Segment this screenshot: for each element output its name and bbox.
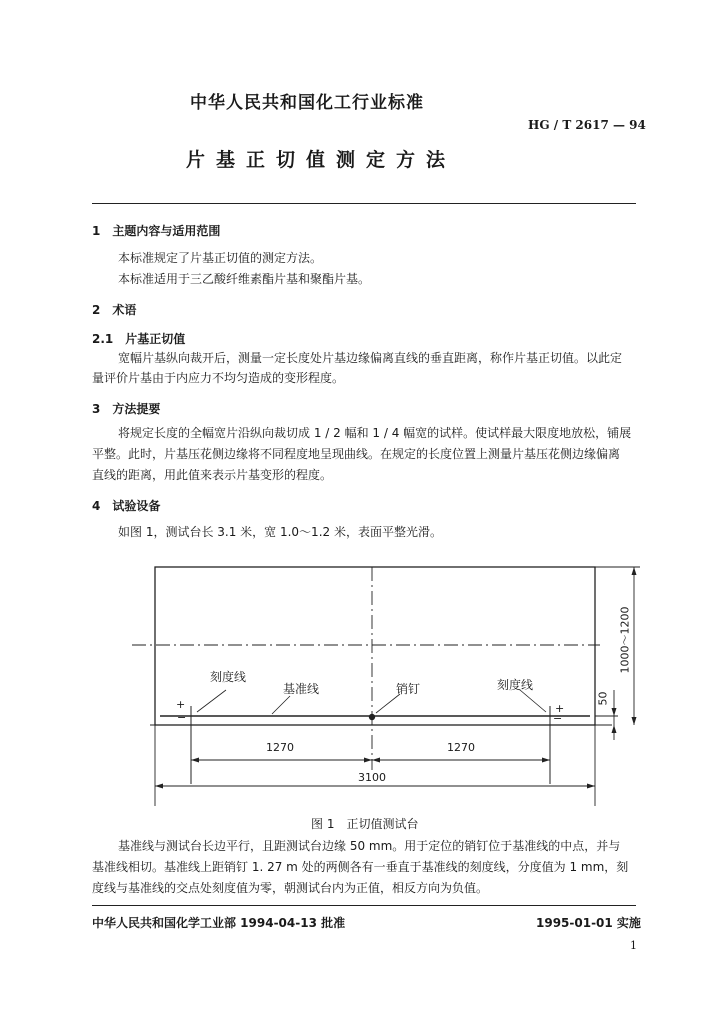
section-4-heading: 4 试验设备 — [92, 499, 161, 513]
footer-rule — [92, 905, 636, 906]
arrow-width-bottom-icon — [632, 717, 637, 725]
standard-code: HG / T 2617 — 94 — [528, 118, 646, 132]
dimension-1270-left: 1270 — [266, 741, 294, 754]
dimension-1270-right: 1270 — [447, 741, 475, 754]
label-baseline: 基准线 — [283, 682, 320, 696]
section-4-paragraph-1: 如图 1，测试台长 3.1 米，宽 1.0～1.2 米，表面平整光滑。 — [118, 525, 442, 539]
section-1-heading: 1 主题内容与适用范围 — [92, 224, 221, 238]
section-1-paragraph-2: 本标准适用于三乙酸纤维素酯片基和聚酯片基。 — [118, 272, 371, 286]
section-3-line-1: 将规定长度的全幅宽片沿纵向裁切成 1 / 2 幅和 1 / 4 幅宽的试样。使试样最大限度地放松，铺展 — [118, 426, 632, 440]
minus-sign-left: − — [177, 711, 187, 724]
section-1-paragraph-1: 本标准规定了片基正切值的测定方法。 — [118, 251, 323, 265]
arrow-center-right-icon — [372, 758, 380, 763]
section-3-line-2: 平整。此时，片基压花侧边缘将不同程度地呈现曲线。在规定的长度位置上测量片基压花侧边缘偏离 — [92, 447, 621, 461]
figure-description-line-2: 基准线相切。基准线上距销钉 1. 27 m 处的两侧各有一垂直于基准线的刻度线，分度值为 1 mm，刻 — [92, 860, 629, 874]
page-number: 1 — [630, 939, 637, 952]
section-3-heading: 3 方法提要 — [92, 402, 161, 416]
leader-scale-left — [197, 690, 226, 712]
arrow-3100-left-icon — [155, 784, 163, 789]
plus-sign-left: + — [176, 698, 186, 711]
dimension-50: 50 — [596, 691, 610, 706]
label-scale-line-left: 刻度线 — [210, 670, 247, 684]
plus-sign-right: + — [555, 702, 565, 715]
arrow-50-bottom-icon — [612, 725, 617, 733]
section-2-1-line-2: 量评价片基由于内应力不均匀造成的变形程度。 — [92, 371, 345, 385]
dimension-3100: 3100 — [358, 771, 386, 784]
arrow-50-top-icon — [612, 708, 617, 716]
document-title: 片基正切值测定方法 — [186, 149, 457, 171]
dimension-width: 1000～1200 — [618, 606, 632, 674]
label-scale-line-right: 刻度线 — [497, 678, 534, 692]
arrow-width-top-icon — [632, 567, 637, 575]
section-2-heading: 2 术语 — [92, 303, 137, 317]
arrow-left-icon — [191, 758, 199, 763]
table-outline — [155, 567, 595, 725]
section-2-1-line-1: 宽幅片基纵向裁开后，测量一定长度处片基边缘偏离直线的垂直距离，称作片基正切值。以此定 — [118, 351, 623, 365]
leader-baseline — [272, 696, 290, 714]
issuing-organization: 中华人民共和国化工行业标准 — [190, 93, 424, 113]
figure-caption: 图 1 正切值测试台 — [311, 817, 419, 831]
pin-icon — [369, 714, 375, 720]
label-pin: 销钉 — [396, 682, 421, 696]
arrow-right-icon — [542, 758, 550, 763]
effective-date: 1995-01-01 实施 — [536, 916, 641, 930]
arrow-center-left-icon — [364, 758, 372, 763]
section-2-1-heading: 2.1 片基正切值 — [92, 332, 186, 346]
minus-sign-right: − — [553, 712, 563, 725]
arrow-3100-right-icon — [587, 784, 595, 789]
leader-scale-right — [520, 690, 546, 712]
approval-line: 中华人民共和国化学工业部 1994-04-13 批准 — [92, 916, 346, 930]
figure-description-line-3: 度线与基准线的交点处刻度值为零，朝测试台内为正值，相反方向为负值。 — [92, 881, 489, 895]
figure-description-line-1: 基准线与测试台长边平行，且距测试台边缘 50 mm。用于定位的销钉位于基准线的中点，并与 — [118, 839, 621, 853]
section-3-line-3: 直线的距离，用此值来表示片基变形的程度。 — [92, 468, 333, 482]
